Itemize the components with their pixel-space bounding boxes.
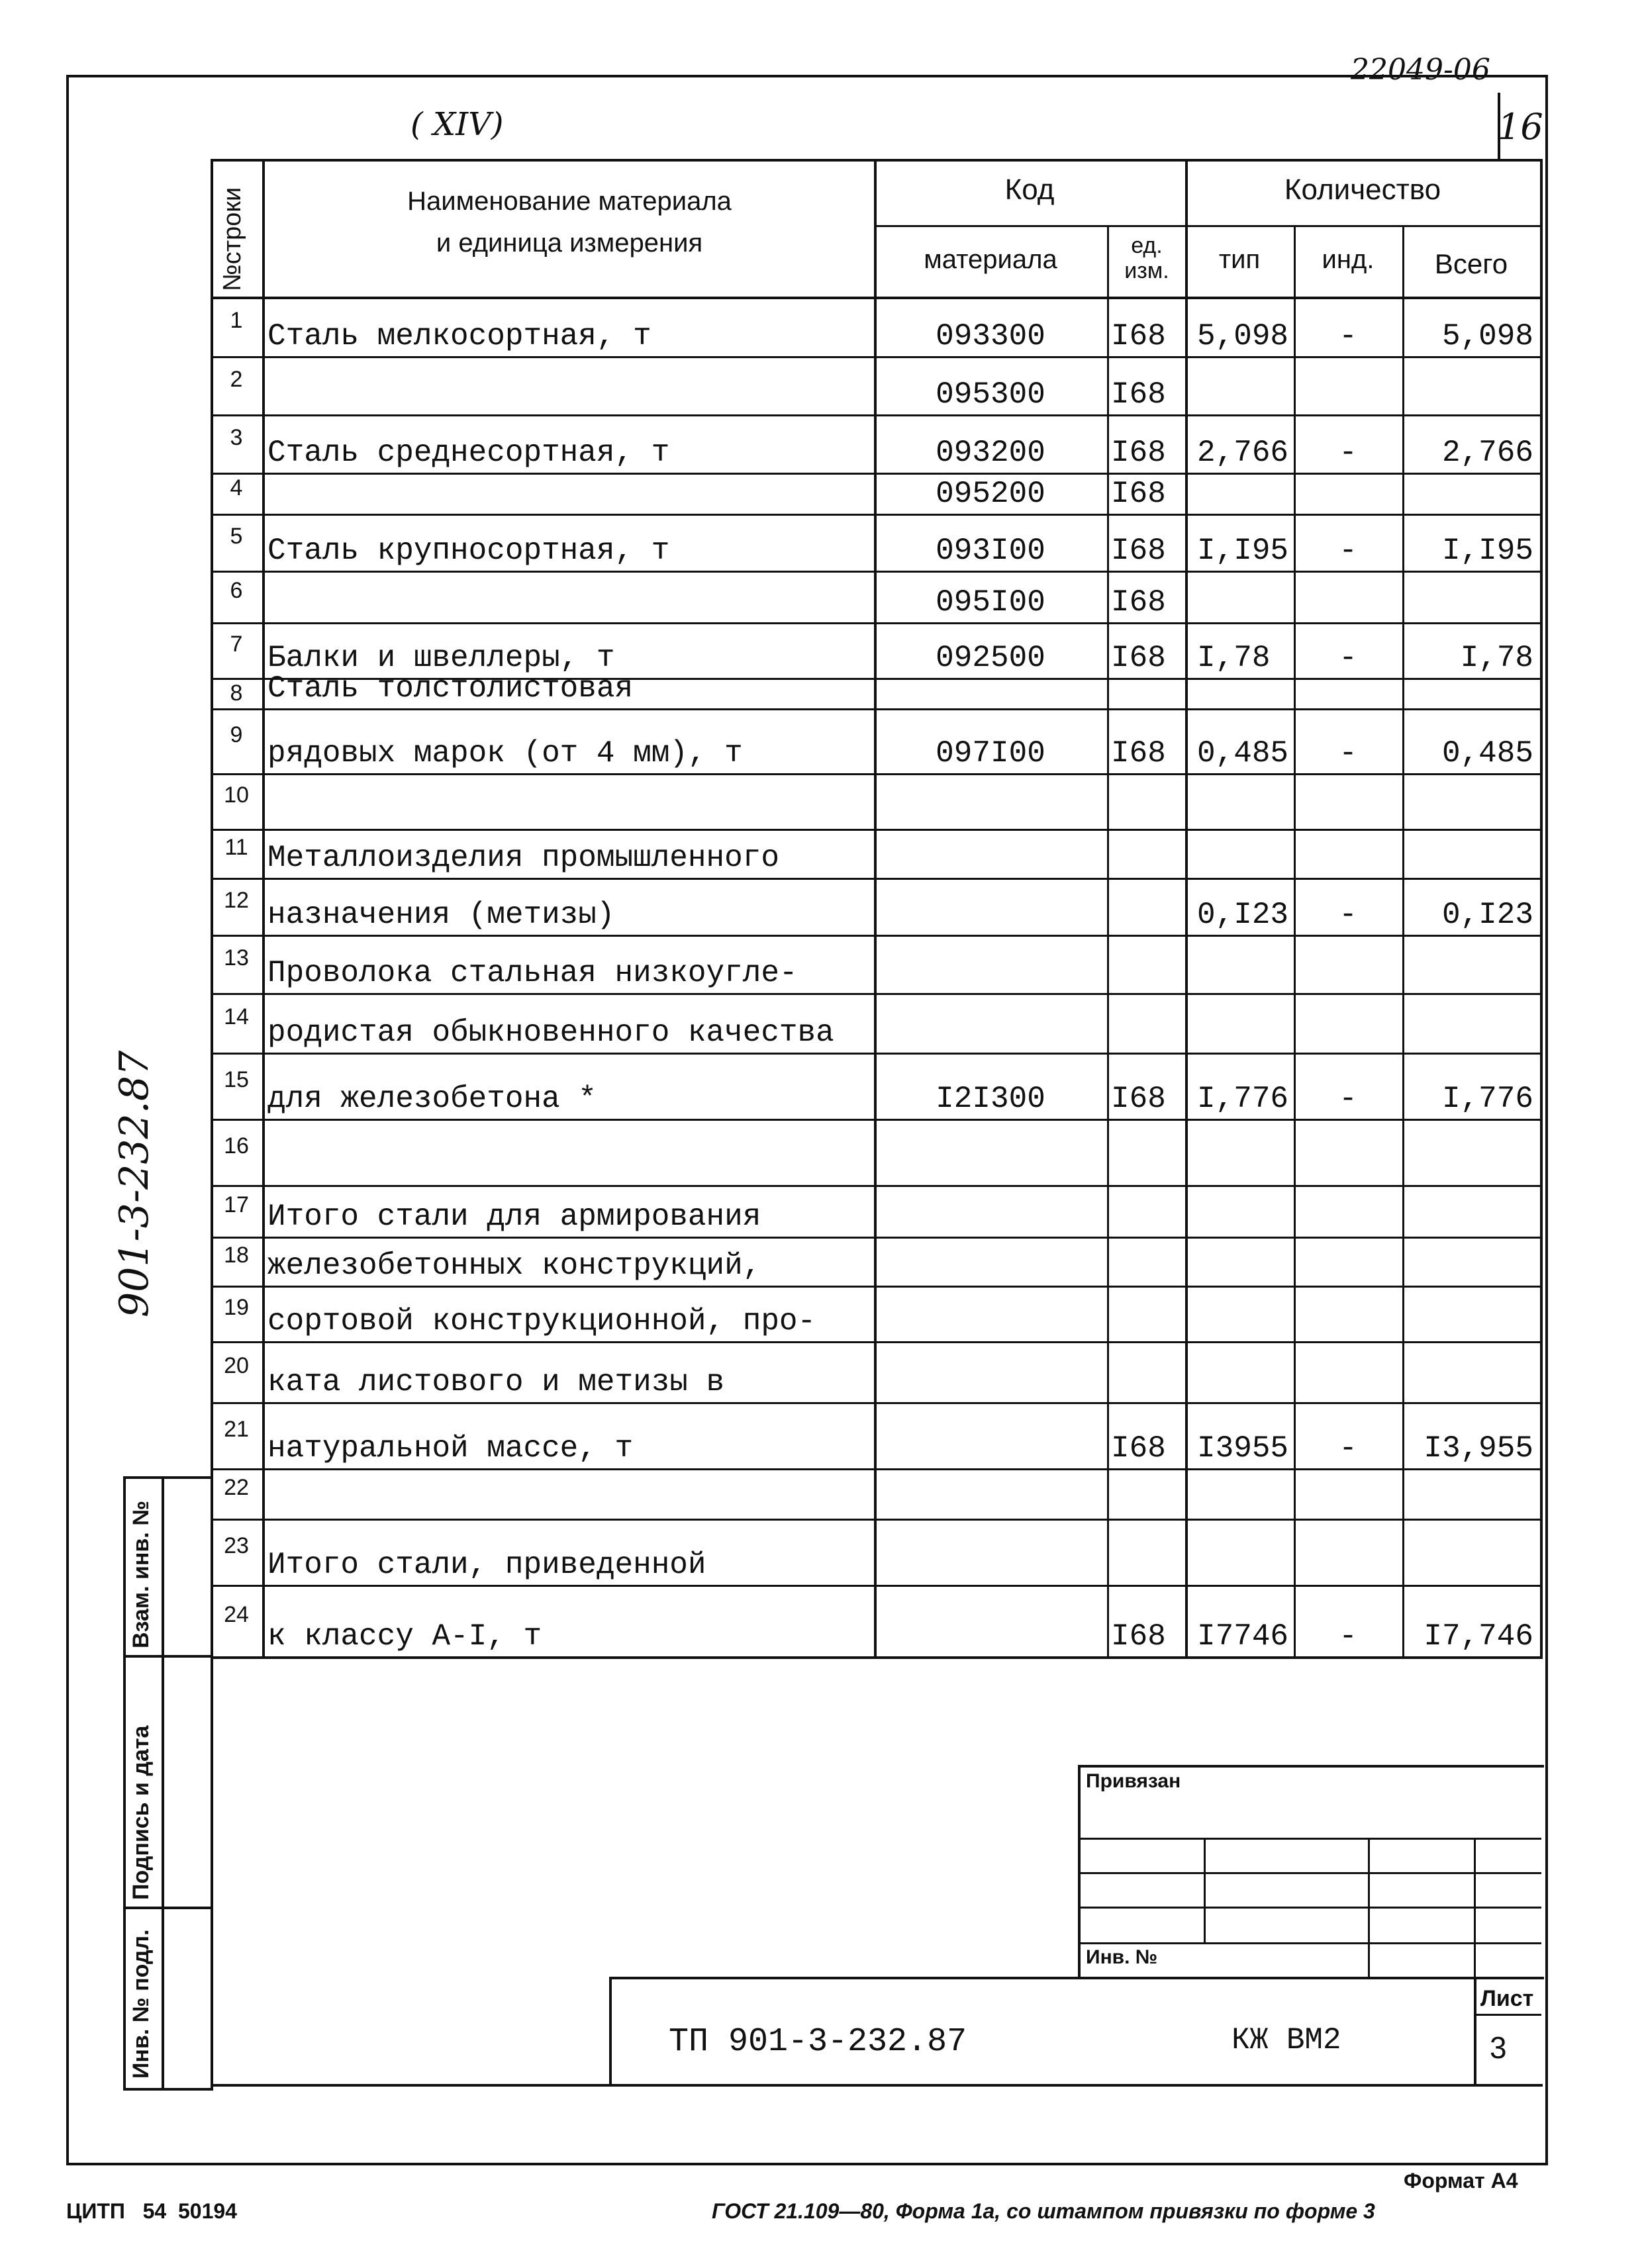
cell-name: натуральной массе, т [267,1431,634,1466]
cell-total: 2,766 [1441,436,1533,470]
cell-ind: - [1339,898,1357,932]
privyazan-line-4 [1078,1942,1541,1944]
cell-code: 093I00 [936,534,1045,568]
cell-name: Итого стали для армирования [267,1200,761,1234]
cell-typ: 2,766 [1197,436,1289,470]
cell-total: 5,098 [1441,319,1533,354]
cell-num: 12 [224,888,249,913]
privyazan-line-2 [1078,1872,1541,1874]
cell-unit: I68 [1111,1619,1166,1654]
row-line [211,935,1543,937]
main-stamp-sheet-hline [1474,2014,1541,2016]
header-name-line2: и единица измерения [436,228,703,258]
cell-name: Проволока стальная низкоугле- [267,956,798,990]
corner-number: 22049-06 [1351,53,1490,87]
stamp-area-left [211,1656,213,2085]
cell-num: 10 [224,782,249,808]
cell-ind: - [1339,534,1357,568]
side-label-vzam: Взам. инв. № [128,1500,154,1648]
header-quantity: Количество [1284,173,1441,206]
cell-code: 092500 [936,641,1045,675]
cell-typ: 0,I23 [1197,898,1289,932]
cell-name: Сталь крупносортная, т [267,534,670,568]
row-line [211,773,1543,775]
side-line-2 [123,1907,211,1909]
cell-ind: - [1339,1619,1357,1654]
cell-name: Сталь толстолистовая [267,671,634,706]
cell-ind: - [1339,319,1357,354]
cell-unit: I68 [1111,736,1166,771]
cell-name: Металлоизделия промышленного [267,841,779,875]
row-line [211,1286,1543,1288]
cell-name: назначения (метизы) [267,898,615,932]
sheet-value: 3 [1490,2030,1507,2065]
cell-unit: I68 [1111,436,1166,470]
cell-code: 095200 [936,477,1045,511]
row-line [211,878,1543,880]
cell-num: 7 [230,632,243,657]
cell-num: 22 [224,1475,249,1500]
cell-num: 1 [230,308,243,333]
cell-name: Балки и швеллеры, т [267,641,615,675]
privyazan-vline-3 [1474,1838,1476,1977]
cell-unit: I68 [1111,641,1166,675]
cell-name: рядовых марок (от 4 мм), т [267,736,743,771]
cell-unit: I68 [1111,377,1166,412]
cell-num: 18 [224,1243,249,1268]
header-name-line1: Наименование материала [407,187,732,216]
cell-code: 093300 [936,319,1045,354]
section-title: ( XIV) [410,106,504,143]
row-line [211,1468,1543,1470]
cell-total: I3,955 [1424,1431,1533,1466]
bottom-table-line [211,1656,1543,1659]
cell-total: I,78 [1460,641,1533,675]
cell-num: 6 [230,578,243,603]
row-line [211,622,1543,624]
cell-num: 24 [224,1602,249,1627]
col-line-num [262,159,265,1658]
cell-num: 15 [224,1067,249,1092]
cell-num: 2 [230,367,243,392]
cell-ind: - [1339,1082,1357,1116]
cell-code: 095I00 [936,585,1045,620]
sheet-label: Лист [1480,1986,1534,2011]
row-line [211,993,1543,995]
cell-num: 9 [230,722,243,747]
row-line [211,473,1543,475]
cell-name: Итого стали, приведенной [267,1548,706,1582]
inv-no-label: Инв. № [1086,1946,1158,1968]
cell-typ: 0,485 [1197,736,1289,771]
cell-num: 4 [230,475,243,500]
doc-code: ТП 901-3-232.87 [669,2023,967,2061]
cell-num: 3 [230,425,243,450]
cell-unit: I68 [1111,585,1166,620]
cell-num: 23 [224,1533,249,1558]
privyazan-vline-1 [1204,1838,1206,1942]
cell-num: 11 [224,835,248,860]
header-code: Код [1004,173,1055,206]
cell-num: 17 [224,1192,249,1217]
cell-total: I,776 [1441,1082,1533,1116]
side-line-1 [123,1655,211,1658]
cell-name: Сталь среднесортная, т [267,436,670,470]
row-line [211,1185,1543,1187]
cell-name: Сталь мелкосортная, т [267,319,652,354]
footer-left: ЦИТП 54 50194 [66,2199,237,2223]
privyazan-vline-2 [1368,1838,1370,1977]
footer-format: Формат А4 [1404,2169,1518,2193]
row-line [211,1237,1543,1239]
cell-typ: I7746 [1197,1619,1289,1654]
main-stamp-sheet-line [1474,1977,1476,2084]
cell-ind: - [1339,641,1357,675]
cell-num: 19 [224,1295,249,1320]
side-label-inv-podl: Инв. № подл. [128,1929,154,2079]
cell-ind: - [1339,736,1357,771]
cell-name: сортовой конструкционной, про- [267,1304,816,1339]
row-line [211,1519,1543,1521]
cell-total: I,I95 [1441,534,1533,568]
vertical-doc-number: 901-3-232.87 [111,1050,158,1317]
header-ind: инд. [1322,245,1375,274]
cell-code: 093200 [936,436,1045,470]
cell-num: 21 [224,1417,249,1442]
cell-unit: I68 [1111,1082,1166,1116]
privyazan-line-1 [1078,1838,1541,1840]
cell-code: I2I300 [936,1082,1045,1116]
header-top-line [211,159,1500,162]
side-label-podpis: Подпись и дата [128,1725,154,1900]
page-number: 16 [1498,106,1543,148]
cell-unit: I68 [1111,477,1166,511]
cell-code: 097I00 [936,736,1045,771]
cell-unit: I68 [1111,319,1166,354]
row-line [211,1053,1543,1055]
row-line [211,356,1543,358]
cell-code: 095300 [936,377,1045,412]
cell-num: 16 [224,1133,249,1158]
cell-num: 20 [224,1353,249,1378]
row-line [211,1402,1543,1404]
header-total: Всего [1434,248,1508,279]
row-line [211,1341,1543,1343]
row-line [211,1119,1543,1121]
cell-name: к классу А-I, т [267,1619,542,1654]
cell-name: родистая обыкновенного качества [267,1016,834,1050]
cell-typ: I,776 [1197,1082,1289,1116]
cell-num: 13 [224,945,249,970]
header-row-num: №строки [218,187,246,291]
footer-right: ГОСТ 21.109—80, Форма 1а, со штампом привязки по форме 3 [712,2199,1375,2223]
cell-ind: - [1339,1431,1357,1466]
row-line [211,1585,1543,1587]
cell-typ: I,I95 [1197,534,1289,568]
doc-mark: КЖ ВМ2 [1232,2023,1341,2057]
cell-num: 8 [230,681,243,706]
row-line [211,829,1543,831]
side-line-v [162,1476,164,2088]
cell-name: ката листового и метизы в [267,1365,725,1399]
header-bottom-line [211,297,1543,299]
cell-name: для железобетона * [267,1082,597,1116]
cell-num: 14 [224,1004,249,1029]
cell-name: железобетонных конструкций, [267,1249,761,1283]
cell-typ: 5,098 [1197,319,1289,354]
col-line-material [1107,225,1109,1658]
cell-ind: - [1339,436,1357,470]
privyazan-label: Привязан [1086,1770,1181,1792]
row-line [211,514,1543,516]
cell-unit: I68 [1111,534,1166,568]
cell-total: I7,746 [1424,1619,1533,1654]
cell-num: 5 [230,524,243,549]
row-line [211,414,1543,416]
col-line-right [1540,159,1543,1658]
row-line [211,708,1543,710]
cell-typ: I,78 [1197,641,1271,675]
row-line [211,571,1543,573]
header-mid-line [874,225,1540,227]
header-unit-code: ед. изм. [1124,233,1169,283]
privyazan-line-3 [1078,1907,1541,1909]
cell-total: 0,I23 [1441,898,1533,932]
cell-unit: I68 [1111,1431,1166,1466]
cell-total: 0,485 [1441,736,1533,771]
header-material: материала [924,245,1057,274]
header-typ: тип [1218,245,1261,274]
cell-typ: I3955 [1197,1431,1289,1466]
